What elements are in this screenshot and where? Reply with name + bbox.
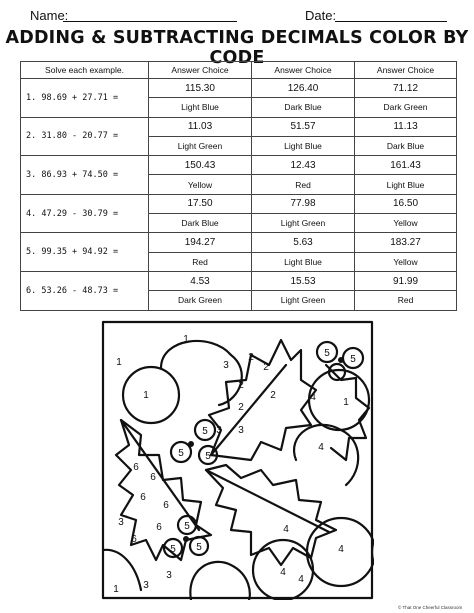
table-row [21,271,457,290]
region-number: 6 [133,462,139,473]
date-field[interactable] [335,21,447,22]
region-number: 3 [216,425,222,436]
region-number: 6 [140,492,146,503]
region-number: 2 [270,390,276,401]
color-code: Yellow [149,175,252,194]
problem-cell: 1. 98.69 + 27.71 = [21,79,149,118]
color-code: Light Blue [252,136,355,155]
answer-choice: 12.43 [252,156,355,175]
color-code: Light Blue [252,252,355,271]
region-number: 5 [202,426,208,437]
region-number: 3 [118,517,124,528]
credit-text: © That One Cheerful Classroom [398,605,463,610]
region-number: 6 [131,534,137,545]
color-code: Red [252,175,355,194]
answer-choice: 91.99 [355,271,457,290]
region-number: 5 [178,448,184,459]
region-number: 5 [170,544,176,555]
answer-choice: 15.53 [252,271,355,290]
name-field[interactable] [63,21,237,22]
color-code: Dark Blue [355,136,457,155]
berry-dot [338,357,344,363]
color-code: Dark Blue [149,214,252,233]
leaf-vein [121,420,199,530]
region-number: 3 [166,570,172,581]
color-code: Red [149,252,252,271]
ornament-circle [190,562,249,600]
berry-dot [188,441,194,447]
answer-choice: 161.43 [355,156,457,175]
answer-choice: 5.63 [252,233,355,252]
region-number: 5 [184,521,190,532]
ornament-circle [161,341,242,405]
answer-choice: 11.13 [355,117,457,136]
problem-cell: 2. 31.80 - 20.77 = [21,117,149,156]
worksheet-header [0,0,474,26]
color-code: Red [355,291,457,310]
table-row [21,79,457,98]
date-label: Date: [305,8,337,23]
answer-choice: 115.30 [149,79,252,98]
color-code: Light Green [149,136,252,155]
answer-choice: 150.43 [149,156,252,175]
column-header: Answer Choice [355,62,457,79]
region-number: 1 [343,397,349,408]
answer-choice: 77.98 [252,194,355,213]
table-row [21,117,457,136]
region-number: 1 [113,584,119,595]
answer-choice: 4.53 [149,271,252,290]
region-number: 3 [238,425,244,436]
region-number: 3 [223,360,229,371]
answer-choice: 126.40 [252,79,355,98]
table-row [21,233,457,252]
problem-cell: 4. 47.29 - 30.79 = [21,194,149,233]
ornament-circle [294,425,358,485]
answer-choice: 71.12 [355,79,457,98]
region-number: 2 [238,380,244,391]
region-number: 2 [248,352,254,363]
region-number: 6 [150,472,156,483]
region-number: 4 [298,574,304,585]
answer-choice: 11.03 [149,117,252,136]
table-row [21,156,457,175]
region-number: 1 [183,334,189,345]
region-number: 1 [143,390,149,401]
ornament-circle [123,367,179,423]
region-number: 5 [205,451,211,462]
color-code: Light Blue [355,175,457,194]
problem-table [20,61,457,311]
berry-dot [183,536,189,542]
color-code: Light Green [252,291,355,310]
region-number: 1 [116,357,122,368]
region-number: 2 [238,402,244,413]
color-code: Dark Blue [252,98,355,117]
region-number: 4 [338,544,344,555]
answer-choice: 51.57 [252,117,355,136]
region-number: 5 [350,354,356,365]
region-number: 4 [283,524,289,535]
color-code: Yellow [355,252,457,271]
region-number: 6 [156,522,162,533]
answer-choice: 16.50 [355,194,457,213]
table-header-row [21,62,457,79]
color-code: Dark Green [149,291,252,310]
region-number: 4 [280,567,286,578]
color-code: Light Green [252,214,355,233]
column-header: Answer Choice [252,62,355,79]
region-number: 4 [310,392,316,403]
ornament-circle [103,550,141,590]
name-label: Name: [30,8,69,23]
region-number: 5 [196,542,202,553]
table-row [21,194,457,213]
column-header: Answer Choice [149,62,252,79]
answer-choice: 183.27 [355,233,457,252]
answer-choice: 17.50 [149,194,252,213]
holly-coloring-picture [101,320,374,600]
color-code: Yellow [355,214,457,233]
region-number: 6 [163,500,169,511]
color-code: Light Blue [149,98,252,117]
region-number: 2 [263,362,269,373]
problem-cell: 5. 99.35 + 94.92 = [21,233,149,272]
answer-choice: 194.27 [149,233,252,252]
holly-leaf [209,340,316,460]
problem-cell: 3. 86.93 + 74.50 = [21,156,149,195]
color-code: Dark Green [355,98,457,117]
column-header: Solve each example. [21,62,149,79]
problem-cell: 6. 53.26 - 48.73 = [21,271,149,310]
region-number: 4 [318,442,324,453]
region-number: 5 [324,348,330,359]
region-number: 3 [143,580,149,591]
worksheet-title: ADDING & SUBTRACTING DECIMALS COLOR BY CODE [5,28,469,68]
